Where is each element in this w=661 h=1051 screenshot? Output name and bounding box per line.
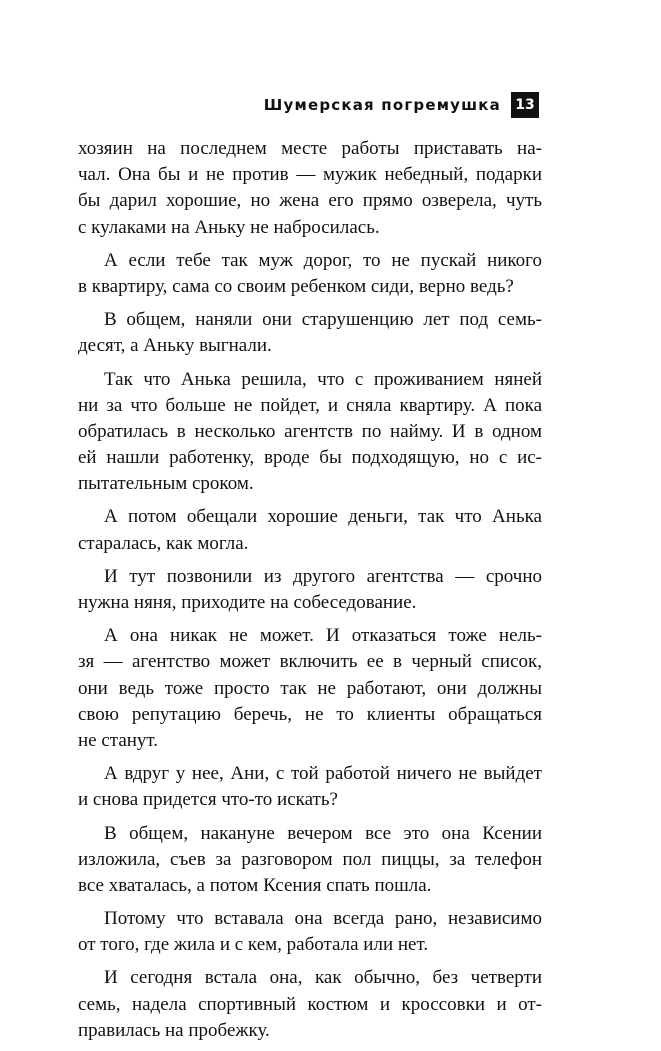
text-line: Так что Анька решила, что с проживанием няней: [104, 368, 542, 390]
text-line: не станут.: [78, 729, 159, 751]
text-line: с кулаками на Аньку не набросилась.: [78, 216, 380, 238]
text-line: И тут позвонили из другого агентства — срочно: [104, 565, 542, 587]
text-line: Потому что вставала она всегда рано, независимо: [104, 908, 542, 930]
body-text: [78, 136, 542, 1051]
text-line: в квартиру, сама со своим ребенком сиди, верно ведь?: [78, 275, 514, 297]
text-line: нужна няня, приходите на собеседование.: [78, 592, 417, 613]
text-line: пытательным сроком.: [78, 473, 254, 495]
text-line: старалась, как могла.: [78, 532, 249, 554]
paragraph: [78, 248, 542, 300]
text-line: зя — агентство может включить ее в черный список,: [78, 651, 542, 673]
text-line: хозяин на последнем месте работы приставать на-: [78, 138, 542, 159]
paragraph: [78, 761, 542, 813]
text-line: и снова придется что-то искать?: [78, 789, 338, 811]
text-line: ни за что больше не пойдет, и сняла квартиру. А пока: [78, 394, 542, 416]
paragraph: [78, 564, 542, 616]
running-header: [264, 92, 539, 118]
paragraph: [78, 821, 542, 900]
text-line: В общем, накануне вечером все это она Ксении: [104, 822, 542, 844]
text-line: семь, надела спортивный костюм и кроссовки и от-: [78, 993, 542, 1015]
text-line: изложила, съев за разговором пол пиццы, за телефон: [78, 848, 542, 870]
text-line: правилась на пробежку.: [78, 1019, 270, 1041]
text-line: И сегодня встала она, как обычно, без четверти: [104, 967, 542, 989]
paragraph: [78, 906, 542, 958]
paragraph: [78, 367, 542, 498]
text-line: они ведь тоже просто так не работают, они должны: [78, 677, 542, 699]
text-line: А вдруг у нее, Ани, с той работой ничего не выйдет: [104, 763, 542, 785]
text-line: А она никак не может. И отказаться тоже нель-: [104, 625, 542, 647]
text-line: В общем, наняли они старушенцию лет под семь-: [104, 309, 542, 331]
paragraph: [78, 623, 542, 754]
text-line: от того, где жила и с кем, работала или нет.: [78, 934, 429, 956]
text-line: свою репутацию беречь, не то клиенты обращаться: [78, 703, 542, 725]
paragraph: [78, 504, 542, 556]
text-line: А потом обещали хорошие деньги, так что Анька: [104, 506, 542, 528]
text-line: десят, а Аньку выгнали.: [78, 335, 272, 357]
text-line: все хваталась, а потом Ксения спать пошла.: [78, 874, 432, 896]
text-line: обратилась в несколько агентств по найму. И в одном: [78, 420, 542, 442]
running-title: Шумерская погремушка: [263, 96, 501, 114]
page-number: 13: [511, 92, 539, 118]
paragraph: [78, 136, 542, 241]
text-line: бы дарил хорошие, но жена его прямо озверела, чуть: [78, 190, 542, 212]
text-line: ей нашли работенку, вроде бы подходящую, но с ис-: [78, 447, 542, 469]
paragraph: [78, 307, 542, 359]
text-line: А если тебе так муж дорог, то не пускай никого: [104, 249, 542, 271]
text-line: чал. Она бы и не против — мужик небедный, подарки: [78, 164, 542, 186]
paragraph: [78, 965, 542, 1044]
